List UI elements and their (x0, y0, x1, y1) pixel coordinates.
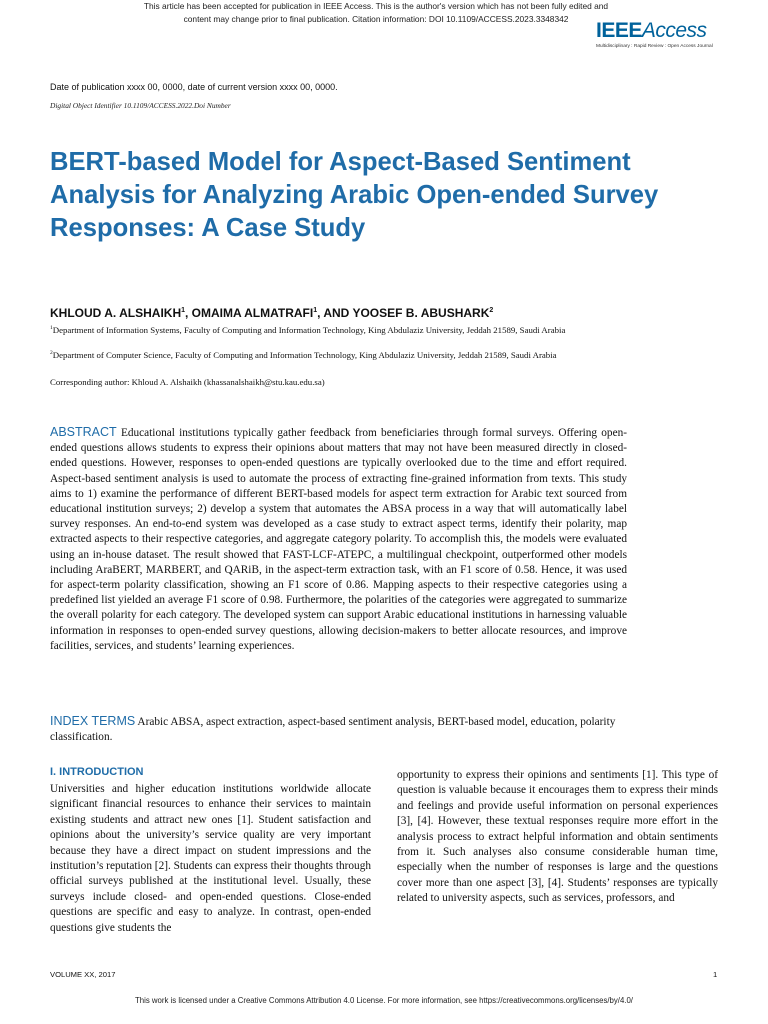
author-name: , OMAIMA ALMATRAFI (185, 306, 314, 320)
section-heading-introduction: I. INTRODUCTION (50, 766, 144, 778)
corresponding-author: Corresponding author: Khloud A. Alshaikh (khassanalshaikh@stu.kau.edu.sa) (50, 377, 325, 387)
author-name: KHLOUD A. ALSHAIKH (50, 306, 182, 320)
affiliation-marker: 1 (313, 307, 318, 314)
logo-tagline: Multidisciplinary : Rapid Review : Open Access Journal (596, 44, 713, 49)
affiliation-1 (50, 323, 615, 336)
affiliation-number: 2 (50, 350, 53, 356)
author-name: , AND YOOSEF B. ABUSHARK (317, 306, 490, 320)
publication-date: Date of publication xxxx 00, 0000, date of current version xxxx 00, 0000. (50, 82, 338, 92)
abstract (50, 425, 627, 654)
abstract-text: Educational institutions typically gather feedback from beneficiaries through formal surveys. Offering open-ended questions allows students to express their opinions about matters that may not have been measured directly in closed-ended questions. However, responses to open-ended questions are typically overlooked due to the time and effort required. Aspect-based sentiment analysis is used to automate the process of extracting fine-grained information from texts. This study aims to 1) examine the performance of different BERT-based models for aspect term extraction for Arabic text sourced from educational institution surveys; 2) develop a system that automates the ABSA process in a way that will automatically label survey responses. An end-to-end system was developed as a case study to extract aspect terms, identify their polarity, map extracted aspects to their respective categories, and aggregate category polarity. To accomplish this, the models were evaluated using an in-house dataset. The result showed that FAST-LCF-ATEPC, a multilingual checkpoint, outperformed other models including AraBERT, MARBERT, and QARiB, in the aspect-term extraction task, with an F1 score of 0.58. Hence, it was used for aspect-term polarity classification, showing an F1 score of 0.86. Mapping aspects to their respective categories using a predefined list yielded an average F1 score of 0.98. Furthermore, the polarities of the categories were aggregated to summarize the overall polarity for each category. The developed system can support Arabic educational institutions in harnessing valuable information in responses to open-ended survey questions, allowing decision-makers to better allocate resources, and improve facilities, services, and students’ learning experiences. (50, 427, 627, 652)
page-number: 1 (713, 970, 718, 979)
doi-line: Digital Object Identifier 10.1109/ACCESS.2022.Doi Number (50, 101, 231, 110)
index-terms-text: Arabic ABSA, aspect extraction, aspect-based sentiment analysis, BERT-based model, education, polarity classification. (50, 716, 616, 744)
abstract-heading: ABSTRACT (50, 425, 117, 439)
affiliation-marker: 1 (181, 307, 186, 314)
index-terms-heading: INDEX TERMS (50, 714, 136, 728)
logo-brand: IEEE (596, 19, 642, 42)
introduction-right-column: opportunity to express their opinions and sentiments [1]. This type of question is valuable because it encourages them to express their minds and feelings and provide useful information on personal experiences [3], [4]. However, these textual responses require more effort in the analysis process to extract helpful information and obtain sentiments from it. Such analyses also consume considerable human time, especially when the number of responses is large and the questions cover more than one aspect [3], [4]. Students’ responses are typically related to university aspects, such as services, professors, and (397, 769, 718, 905)
affiliation-text: Department of Information Systems, Faculty of Computing and Information Technology, King Abdulaziz University, Jeddah 21589, Saudi Arabia (52, 324, 566, 335)
author-list (50, 306, 493, 320)
paper-title: BERT-based Model for Aspect-Based Sentiment Analysis for Analyzing Arabic Open-ended Survey Responses: A Case Study (50, 148, 659, 242)
index-terms (50, 714, 627, 746)
notice-line-2: content may change prior to final publication. Citation information: DOI 10.1109/ACCESS.2023.3348342 (183, 13, 569, 24)
affiliation-2 (50, 348, 615, 361)
logo-name: Access (641, 19, 707, 42)
ieee-access-logo (596, 20, 713, 49)
volume-label: VOLUME XX, 2017 (50, 970, 116, 979)
affiliation-text: Department of Computer Science, Faculty of Computing and Information Technology, King Abdulaziz University, Jeddah 21589, Saudi Arabia (52, 349, 557, 360)
notice-line-1: This article has been accepted for publication in IEEE Access. This is the author's version which has not been fully edited and (143, 1, 609, 11)
affiliation-marker: 2 (489, 307, 494, 314)
introduction-left-column: Universities and higher education institutions worldwide allocate significant financial resources to enhance their services to maintain existing students and attract new ones [1]. Student satisfaction and opinions about the university’s service quality are very important because they have a direct impact on student impressions and the institution’s reputation [2]. Students can express their thoughts through official surveys published at the institutional level. Usually, these surveys include closed- and open-ended questions. Close-ended questions are specific and easy to analyze. In contrast, open-ended questions give students the (50, 783, 371, 934)
license-notice: This work is licensed under a Creative Commons Attribution 4.0 License. For more information, see https://creativecommons.org/licenses/by/4.0/ (135, 996, 633, 1005)
affiliation-number: 1 (50, 325, 53, 331)
